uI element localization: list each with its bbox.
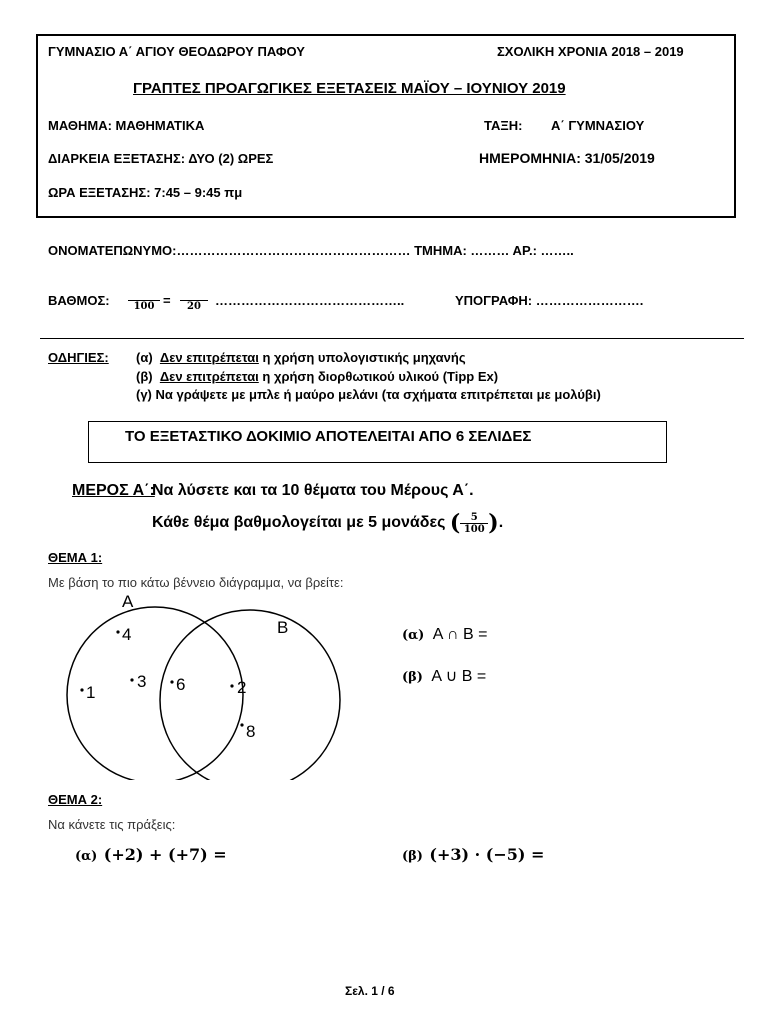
exam-time: ΩΡΑ ΕΞΕΤΑΣΗΣ: 7:45 – 9:45 πμ <box>48 185 243 200</box>
theme1-title: ΘΕΜΑ 1: <box>48 550 103 565</box>
page-number: Σελ. 1 / 6 <box>345 984 395 998</box>
element-dot <box>230 684 233 687</box>
venn-diagram <box>40 590 380 780</box>
instruction-a: (α) Δεν επιτρέπεται η χρήση υπολογιστικής μηχανής <box>136 350 466 365</box>
grade-dots: …………………………………….. <box>215 293 405 308</box>
element-dot <box>116 630 119 633</box>
set-b-circle <box>160 610 340 780</box>
grade-fraction-20: 20 <box>180 289 208 312</box>
element-dot <box>80 688 83 691</box>
element-2: 2 <box>237 678 247 697</box>
exam-date: ΗΜΕΡΟΜΗΝΙΑ: 31/05/2019 <box>479 150 655 166</box>
theme2-question-a: (α) (+2) + (+7) = <box>75 845 227 864</box>
subject-line: ΜΑΘΗΜΑ: ΜΑΘΗΜΑΤΙΚΑ <box>48 118 205 133</box>
element-dot <box>240 723 243 726</box>
element-dot <box>170 680 173 683</box>
element-4: 4 <box>122 625 132 644</box>
school-year: ΣΧΟΛΙΚΗ ΧΡΟΝΙΑ 2018 – 2019 <box>497 44 684 59</box>
theme2-prompt: Να κάνετε τις πράξεις: <box>48 817 176 832</box>
exam-title: ΓΡΑΠΤΕΣ ΠΡΟΑΓΩΓΙΚΕΣ ΕΞΕΤΑΣΕΙΣ ΜΑΪΟΥ – ΙΟΥΝΙΟΥ 2019 <box>133 80 566 97</box>
class-value: Α΄ ΓΥΜΝΑΣΙΟΥ <box>551 118 645 133</box>
theme1-question-b: (β) A ∪ B = <box>402 668 487 685</box>
instruction-c: (γ) Να γράψετε με μπλε ή μαύρο μελάνι (τα σχήματα επιτρέπεται με μολύβι) <box>136 387 601 402</box>
instruction-b: (β) Δεν επιτρέπεται η χρήση διορθωτικού υλικού (Tipp Ex) <box>136 369 499 384</box>
set-a-label: A <box>122 592 134 611</box>
duration-line: ΔΙΑΡΚΕΙΑ ΕΞΕΤΑΣΗΣ: ΔΥΟ (2) ΩΡΕΣ <box>48 151 274 166</box>
school-name: ΓΥΜΝΑΣΙΟ Α΄ ΑΓΙΟΥ ΘΕΟΔΩΡΟΥ ΠΑΦΟΥ <box>48 44 305 59</box>
part-a-line1: Να λύσετε και τα 10 θέματα του Μέρους Α΄. <box>152 482 474 499</box>
theme2-title: ΘΕΜΑ 2: <box>48 792 103 807</box>
student-name-line: ΟΝΟΜΑΤΕΠΩΝΥΜΟ:……………………………………………… ΤΜΗΜΑ: ……… ΑΡ.: …….. <box>48 243 574 258</box>
element-dot <box>130 678 133 681</box>
part-a-label: ΜΕΡΟΣ Α΄: <box>72 482 155 499</box>
grade-fraction-100: 100 <box>128 289 160 312</box>
class-label: ΤΑΞΗ: <box>484 118 523 133</box>
theme1-prompt: Με βάση το πιο κάτω βέννειο διάγραμμα, να βρείτε: <box>48 575 344 590</box>
grade-equals: = <box>163 293 171 308</box>
notice-text: ΤΟ ΕΞΕΤΑΣΤΙΚΟ ΔΟΚΙΜΙΟ ΑΠΟΤΕΛΕΙΤΑΙ ΑΠΟ 6 ΣΕΛΙΔΕΣ <box>125 428 532 445</box>
instructions-label: ΟΔΗΓΙΕΣ: <box>48 350 109 365</box>
element-3: 3 <box>137 672 147 691</box>
signature-line: ΥΠΟΓΡΑΦΗ: ……………………. <box>455 293 644 308</box>
separator-line <box>40 338 744 339</box>
element-8: 8 <box>246 722 256 741</box>
element-6: 6 <box>176 675 186 694</box>
theme1-question-a: (α) A ∩ B = <box>402 626 488 643</box>
theme2-question-b: (β) (+3) · (−5) = <box>402 845 545 864</box>
part-a-line2: Κάθε θέμα βαθμολογείται με 5 μονάδες ( $\frac{5}{100}$ ). <box>152 510 504 536</box>
grade-label: ΒΑΘΜΟΣ: <box>48 293 110 308</box>
set-b-label: B <box>277 618 289 637</box>
element-1: 1 <box>86 683 96 702</box>
